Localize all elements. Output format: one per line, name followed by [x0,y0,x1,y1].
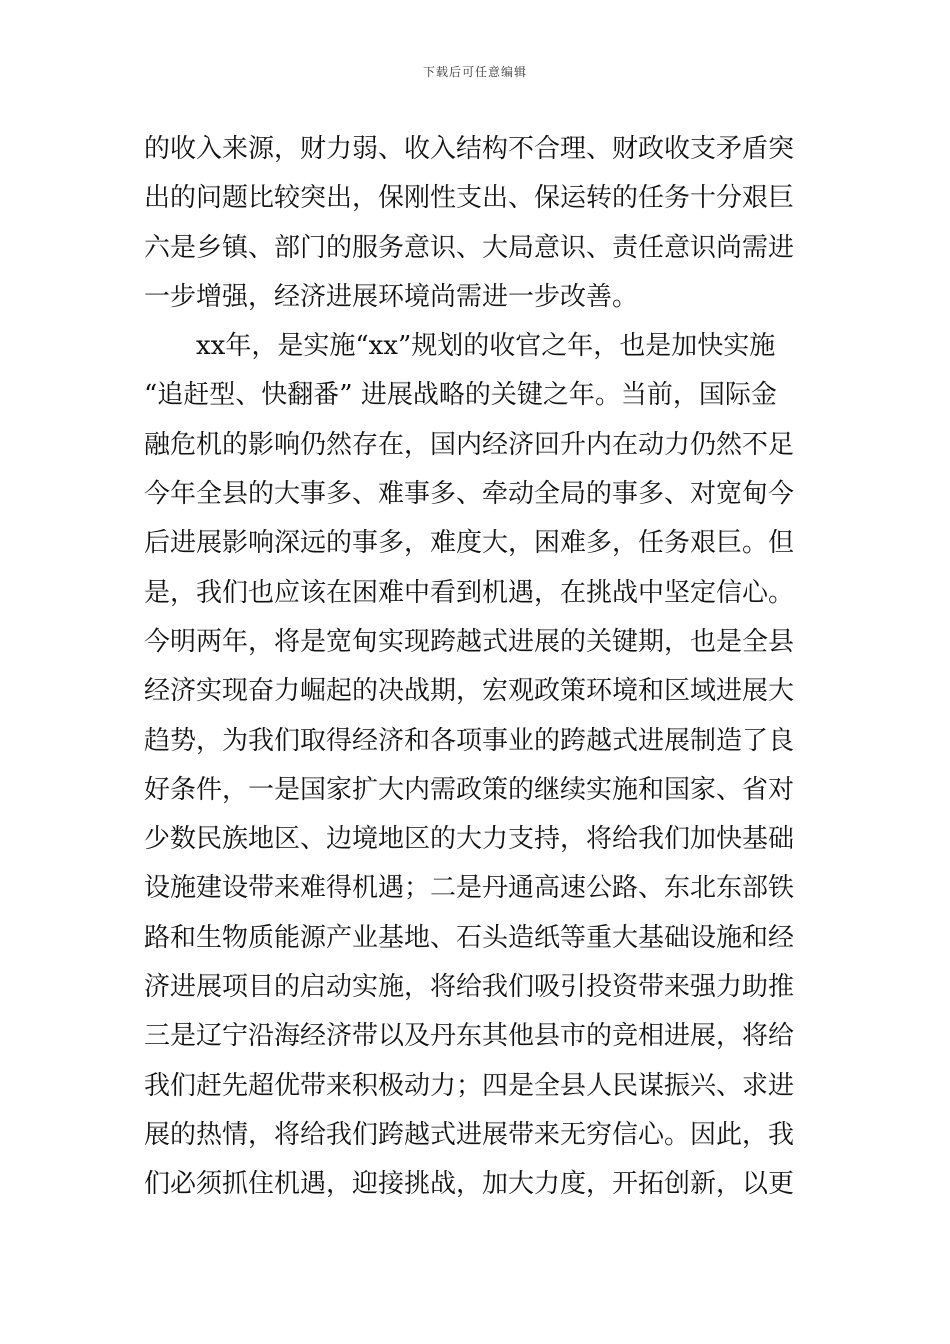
text-line: 们必须抓住机遇，迎接挑战，加大力度，开拓创新，以更 [144,1169,795,1200]
text-line: 济进展项目的启动实施，将给我们吸引投资带来强力助推 [144,972,795,1003]
text-line: 好条件，一是国家扩大内需政策的继续实施和国家、省对 [144,774,795,805]
text-line: 我们赶先超优带来积极动力；四是全县人民谋振兴、求进 [144,1070,795,1101]
text-line: 是，我们也应该在困难中看到机遇，在挑战中坚定信心。 [144,577,795,608]
text-line: 融危机的影响仍然存在，国内经济回升内在动力仍然不足 [144,429,795,460]
text-line: 后进展影响深远的事多，难度大，困难多，任务艰巨。但 [144,528,795,559]
text-line: 三是辽宁沿海经济带以及丹东其他县市的竞相进展，将给 [144,1021,795,1052]
body-text [144,125,824,1210]
text-line: 路和生物质能源产业基地、石头造纸等重大基础设施和经 [144,922,795,953]
paragraph-first-line: xx年，是实施“xx”规划的收官之年，也是加快实施 [196,331,776,362]
text-line: 出的问题比较突出，保刚性支出、保运转的任务十分艰巨 [144,183,795,214]
text-line: 设施建设带来难得机遇；二是丹通高速公路、东北东部铁 [144,873,795,904]
text-line: 的收入来源，财力弱、收入结构不合理、财政收支矛盾突 [144,134,795,164]
text-line: 今年全县的大事多、难事多、牵动全局的事多、对宽甸今 [144,479,795,510]
text-line: 一步增强，经济进展环境尚需进一步改善。 [144,281,639,312]
page-header: 下载后可任意编辑 [422,65,527,79]
text-line: 趋势，为我们取得经济和各项事业的跨越式进展制造了良 [144,725,795,756]
text-line: 今明两年，将是宽甸实现跨越式进展的关键期，也是全县 [144,626,795,657]
text-line: “追赶型、快翻番” 进展战略的关键之年。当前，国际金 [144,380,777,411]
text-line: 六是乡镇、部门的服务意识、大局意识、责任意识尚需进 [144,232,795,263]
text-line: 经济实现奋力崛起的决战期，宏观政策环境和区域进展大 [144,676,795,707]
text-line: 展的热情，将给我们跨越式进展带来无穷信心。因此，我 [144,1119,795,1150]
text-line: 少数民族地区、边境地区的大力支持，将给我们加快基础 [144,824,795,855]
